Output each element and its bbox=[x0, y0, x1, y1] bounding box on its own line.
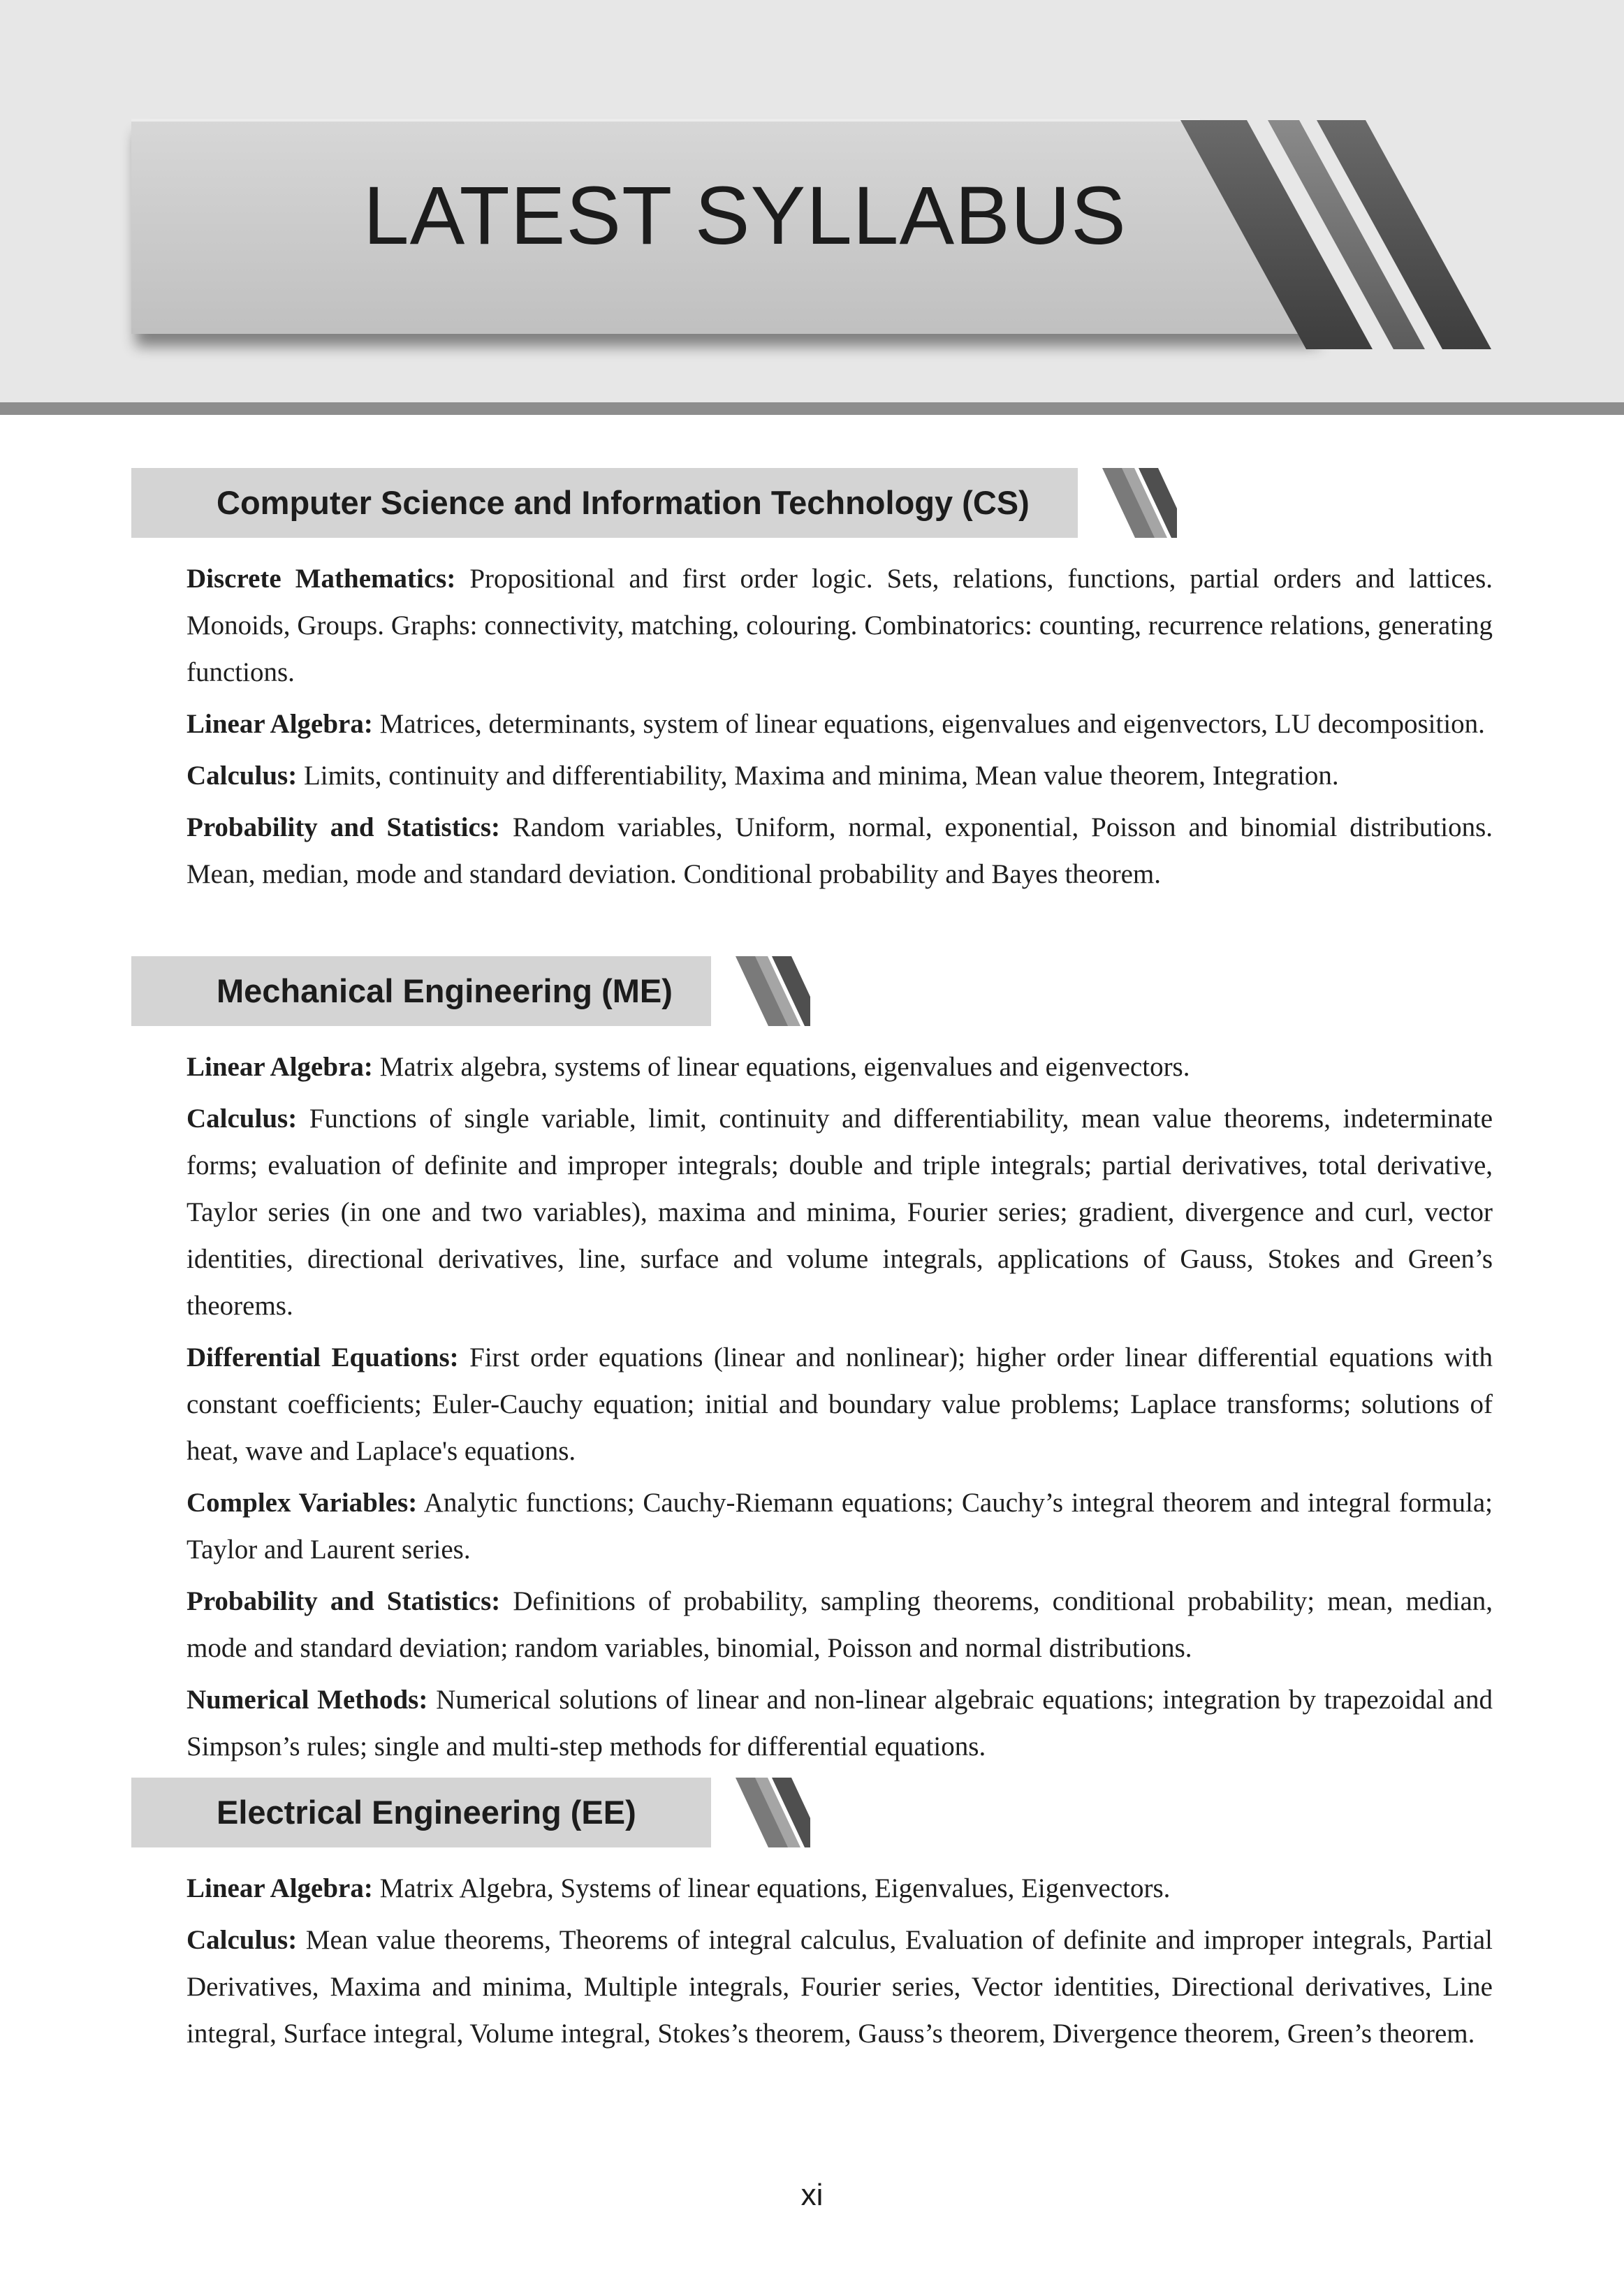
section-header-cs bbox=[131, 467, 1179, 539]
topic bbox=[186, 804, 1493, 898]
topic-label: Probability and Statistics: bbox=[186, 812, 500, 842]
topic bbox=[186, 1479, 1493, 1573]
topic-text: Matrix algebra, systems of linear equations, eigenvalues and eigenvectors. bbox=[379, 1052, 1190, 1082]
section-header-ee bbox=[131, 1776, 812, 1849]
header-rule bbox=[0, 402, 1624, 415]
topic-text: Limits, continuity and differentiability, Maxima and minima, Mean value theorem, Integration. bbox=[303, 761, 1339, 791]
section-header-me bbox=[131, 955, 812, 1027]
topic bbox=[186, 1865, 1493, 1912]
topic bbox=[186, 1578, 1493, 1671]
topic bbox=[186, 1917, 1493, 2057]
topic-label: Calculus: bbox=[186, 1104, 298, 1134]
topic-label: Linear Algebra: bbox=[186, 1052, 373, 1082]
topic bbox=[186, 1676, 1493, 1770]
topic-text: Random variables, Uniform, normal, exponential, Poisson and binomial distributions. Mean, median, mode and standard deviation. Conditional probability and Bayes theorem. bbox=[186, 812, 1493, 889]
topic bbox=[186, 555, 1493, 696]
topic-label: Linear Algebra: bbox=[186, 709, 373, 739]
topic bbox=[186, 701, 1493, 747]
section-title: Mechanical Engineering (ME) bbox=[217, 972, 673, 1009]
topic-label: Calculus: bbox=[186, 761, 298, 791]
topic bbox=[186, 1334, 1493, 1474]
topic-label: Numerical Methods: bbox=[186, 1685, 428, 1715]
section-body-cs bbox=[186, 555, 1493, 902]
topic-label: Complex Variables: bbox=[186, 1488, 418, 1518]
topic-text: Matrix Algebra, Systems of linear equations, Eigenvalues, Eigenvectors. bbox=[379, 1873, 1171, 1903]
topic-label: Discrete Mathematics: bbox=[186, 564, 456, 594]
page-title: LATEST SYLLABUS bbox=[363, 170, 1127, 262]
topic-text: Propositional and first order logic. Sets, relations, functions, partial orders and lattices. Monoids, Groups. Graphs: connectivity, matching, colouring. Combinatorics: counting, recurrence relations, generating functions. bbox=[186, 564, 1493, 687]
topic-text: Numerical solutions of linear and non-linear algebraic equations; integration by trapezoidal and Simpson’s rules; single and multi-step methods for differential equations. bbox=[186, 1685, 1493, 1762]
topic-text: Matrices, determinants, system of linear equations, eigenvalues and eigenvectors, LU decomposition. bbox=[379, 709, 1485, 739]
section-body-me bbox=[186, 1044, 1493, 1775]
page-number: xi bbox=[800, 2178, 824, 2212]
topic-text: Functions of single variable, limit, continuity and differentiability, mean value theorems, indeterminate forms; evaluation of definite and improper integrals; double and triple integrals; partial derivatives, total derivative, Taylor series (in one and two variables), maxima and minima, Fourier series; gradient, divergence and curl, vector identities, directional derivatives, line, surface and volume integrals, applications of Gauss, Stokes and Green’s theorems. bbox=[186, 1104, 1493, 1321]
section-body-ee bbox=[186, 1865, 1493, 2062]
topic-label: Calculus: bbox=[186, 1925, 298, 1955]
topic-text: Analytic functions; Cauchy-Riemann equations; Cauchy’s integral theorem and integral formula; Taylor and Laurent series. bbox=[186, 1488, 1493, 1565]
topic-text: Definitions of probability, sampling theorems, conditional probability; mean, median, mode and standard deviation; random variables, binomial, Poisson and normal distributions. bbox=[186, 1586, 1493, 1663]
topic bbox=[186, 1044, 1493, 1090]
topic-label: Probability and Statistics: bbox=[186, 1586, 501, 1616]
topic-label: Linear Algebra: bbox=[186, 1873, 373, 1903]
section-title: Computer Science and Information Technology (CS) bbox=[217, 484, 1030, 521]
topic-text: Mean value theorems, Theorems of integral calculus, Evaluation of definite and improper integrals, Partial Derivatives, Maxima and minima, Multiple integrals, Fourier series, Vector identities, Directional derivatives, Line integral, Surface integral, Volume integral, Stokes’s theorem, Gauss’s theorem, Divergence theorem, Green’s theorem. bbox=[186, 1925, 1493, 2049]
topic-text: First order equations (linear and nonlinear); higher order linear differential equations with constant coefficients; Euler-Cauchy equation; initial and boundary value problems; Laplace transforms; solutions of heat, wave and Laplace's equations. bbox=[186, 1342, 1493, 1466]
topic-label: Differential Equations: bbox=[186, 1342, 459, 1372]
section-title: Electrical Engineering (EE) bbox=[217, 1794, 636, 1831]
topic bbox=[186, 752, 1493, 799]
topic bbox=[186, 1095, 1493, 1329]
